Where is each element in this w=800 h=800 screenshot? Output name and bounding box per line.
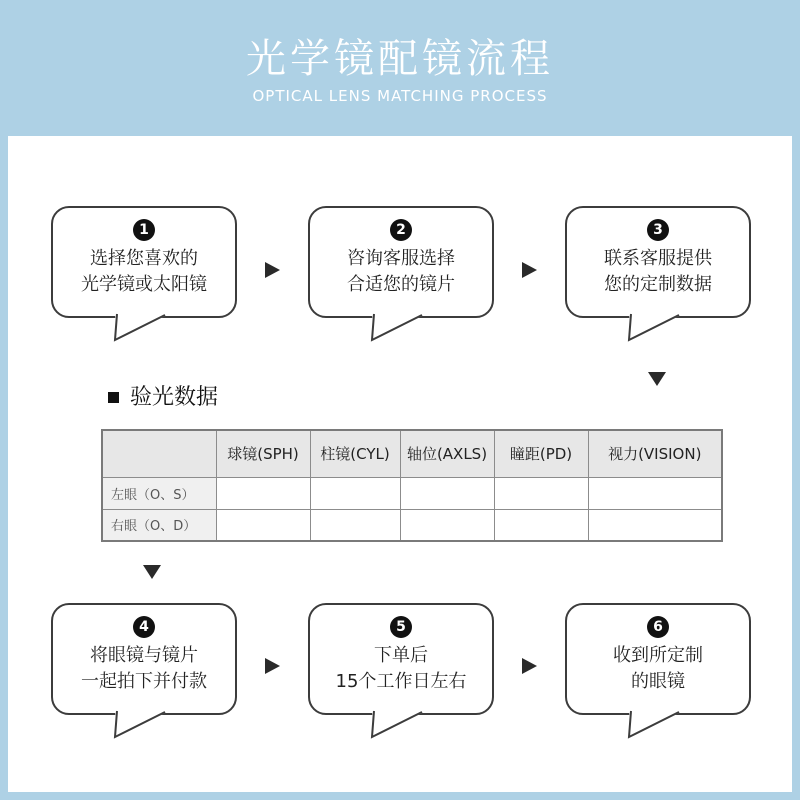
- step-6-bubble: [565, 603, 751, 715]
- table-header-cell: 瞳距(PD): [494, 430, 588, 477]
- step-3-bubble: [565, 206, 751, 318]
- table-cell: [310, 477, 400, 509]
- step-text-line: 选择您喜欢的: [90, 248, 198, 269]
- table-row: [102, 509, 722, 541]
- triangle-down-icon: [648, 372, 666, 386]
- row-label: 左眼（O、S）: [102, 477, 216, 509]
- step-text-line: 收到所定制: [613, 645, 703, 666]
- step-text-line: 合适您的镜片: [347, 274, 455, 295]
- step-text-line: 您的定制数据: [604, 274, 712, 295]
- table-cell: [400, 509, 494, 541]
- table-cell: [216, 509, 310, 541]
- page-title: 光学镜配镜流程: [246, 36, 554, 82]
- step-number-badge: 3: [647, 219, 669, 241]
- triangle-right-icon: [265, 262, 280, 278]
- step-text-line: 将眼镜与镜片: [90, 645, 198, 666]
- table-cell: [588, 509, 722, 541]
- triangle-right-icon: [265, 658, 280, 674]
- step-1-bubble: [51, 206, 237, 318]
- step-text-line: 联系客服提供: [604, 248, 712, 269]
- square-bullet-icon: [108, 392, 119, 403]
- triangle-right-icon: [522, 262, 537, 278]
- step-text-line: 咨询客服选择: [347, 248, 455, 269]
- speech-tail-icon: [629, 314, 699, 342]
- table-cell: [310, 509, 400, 541]
- row-label: 右眼（O、D）: [102, 509, 216, 541]
- speech-tail-icon: [372, 711, 442, 739]
- step-text-line: 15个工作日左右: [335, 671, 467, 692]
- section-title: 验光数据: [130, 385, 219, 410]
- speech-tail-icon: [372, 314, 442, 342]
- step-number-badge: 4: [133, 616, 155, 638]
- speech-tail-icon: [629, 711, 699, 739]
- triangle-right-icon: [522, 658, 537, 674]
- table-header-cell: 柱镜(CYL): [310, 430, 400, 477]
- table-header-cell: 视力(VISION): [588, 430, 722, 477]
- optometry-data-table: [101, 429, 723, 542]
- step-text-line: 光学镜或太阳镜: [81, 274, 207, 295]
- step-number-badge: 2: [390, 219, 412, 241]
- table-cell: [216, 477, 310, 509]
- table-cell: [494, 477, 588, 509]
- table-row: [102, 477, 722, 509]
- table-cell: [588, 477, 722, 509]
- page-subtitle: OPTICAL LENS MATCHING PROCESS: [252, 87, 548, 105]
- table-cell: [494, 509, 588, 541]
- step-4-bubble: [51, 603, 237, 715]
- speech-tail-icon: [115, 314, 185, 342]
- step-number-badge: 5: [390, 616, 412, 638]
- table-header-cell: 球镜(SPH): [216, 430, 310, 477]
- step-text-line: 的眼镜: [631, 671, 685, 692]
- step-2-bubble: [308, 206, 494, 318]
- step-5-bubble: [308, 603, 494, 715]
- step-number-badge: 1: [133, 219, 155, 241]
- table-header-row: [102, 430, 722, 477]
- table-header-cell: [102, 430, 216, 477]
- triangle-down-icon: [143, 565, 161, 579]
- table-header-cell: 轴位(AXLS): [400, 430, 494, 477]
- step-number-badge: 6: [647, 616, 669, 638]
- step-text-line: 下单后: [374, 645, 428, 666]
- speech-tail-icon: [115, 711, 185, 739]
- table-cell: [400, 477, 494, 509]
- step-text-line: 一起拍下并付款: [81, 671, 207, 692]
